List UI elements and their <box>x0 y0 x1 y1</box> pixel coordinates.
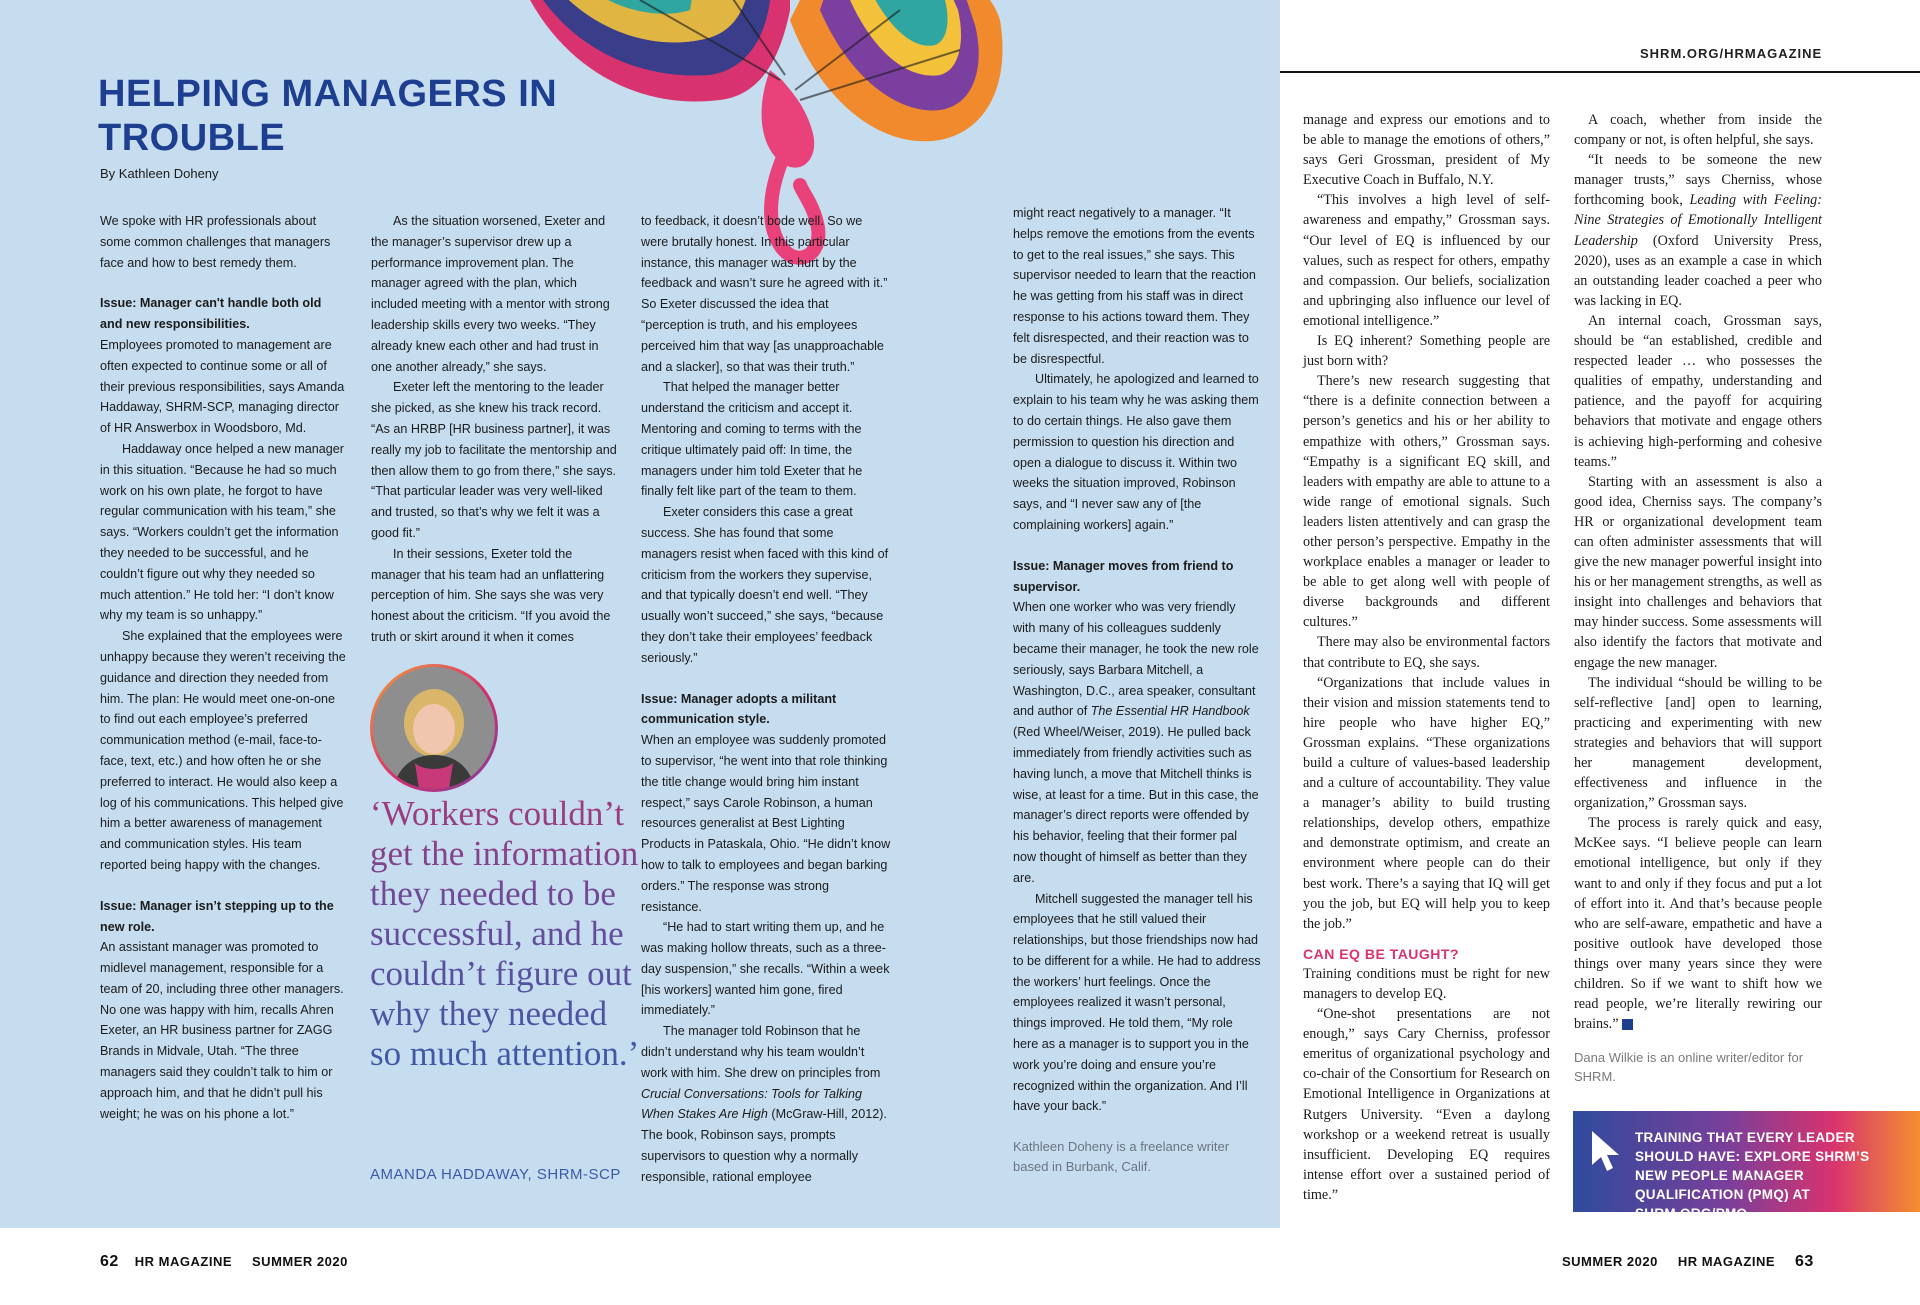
footer-right <box>1562 1253 1814 1271</box>
paragraph: Ultimately, he apologized and learned to explain to his team why he was asking them to do certain things. He also gave them permission to question his direction and open a dialogue to discuss it. Within two weeks the situation improved, Robinson says, and “I never saw any of [the complaining workers] again.” <box>1013 372 1259 532</box>
text-run: “It needs to be someone the new manager trusts,” says Cherniss, whose forthcoming book, <box>1574 152 1822 209</box>
article-title: HELPING MANAGERS IN TROUBLE <box>98 73 558 159</box>
article-column-1 <box>100 211 346 1124</box>
footer-issue: SUMMER 2020 <box>252 1254 348 1269</box>
pull-quote-attribution: AMANDA HADDAWAY, SHRM-SCP <box>370 1166 621 1183</box>
promo-banner[interactable] <box>1573 1111 1920 1221</box>
issue-heading-4: Issue: Manager moves from friend to supervisor. <box>1013 558 1234 594</box>
article-byline: By Kathleen Doheny <box>100 166 219 181</box>
paragraph: As the situation worsened, Exeter and the manager’s supervisor drew up a performance improvement plan. The manager agreed with the plan, which included meeting with a mentor with strong leadership skills every two weeks. “They already knew each other and had trust in one another already,” she says. <box>371 214 610 374</box>
paragraph: might react negatively to a manager. “It helps remove the emotions from the events to get to the real issues,” she says. This supervisor needed to learn that the reaction he was getting from his staff was in direct response to his actions toward them. They felt disrespected, and their reaction was to be disrespectful. <box>1013 206 1256 366</box>
article-intro: We spoke with HR professionals about some common challenges that managers face and how to best remedy them. <box>100 214 331 270</box>
paragraph: That helped the manager better understand the criticism and accept it. Mentoring and coming to terms with the critique ultimately paid off: In time, the managers under him told Exeter that he finally felt like part of the team to them. <box>641 380 863 499</box>
paragraph: In their sessions, Exeter told the manager that his team had an unflattering perception of him. She says she was very honest about the criticism. “If you avoid the truth or skirt around it when it comes <box>371 546 611 644</box>
pull-quote: ‘Workers couldn’t get the information they needed to be successful, and he couldn’t figure out why they needed so much attention.’ <box>370 794 640 1073</box>
text-run: (McGraw-Hill, 2012). The book, Robinson says, prompts supervisors to question why a normally responsible, rational employee <box>641 1107 887 1184</box>
paragraph: Training conditions must be right for new managers to develop EQ. <box>1303 965 1550 1002</box>
book-title: Crucial Conversations: Tools for Talking When Stakes Are High <box>641 1086 862 1122</box>
text-run: When one worker who was very friendly with many of his colleagues suddenly became their manager, he took the new role seriously, says Barbara Mitchell, a Washington, D.C., area speaker, consultant and author of <box>1013 600 1259 719</box>
footer-left <box>100 1253 368 1271</box>
sidebar-column-1 <box>1303 110 1550 1205</box>
header-rule <box>1280 71 1920 73</box>
footer-issue: SUMMER 2020 <box>1562 1254 1658 1269</box>
promo-text: TRAINING THAT EVERY LEADER SHOULD HAVE: EXPLORE SHRM’S NEW PEOPLE MANAGER QUALIFICATION (PMQ) AT SHRM.ORG/PMQ <box>1635 1130 1870 1221</box>
book-title: Leading with Feeling: Nine Strategies of Emotionally Intelligent Leadership <box>1574 192 1822 249</box>
paragraph: There’s new research suggesting that “there is a definite connection between a person’s genetics and his or her ability to empathize with others,” Grossman says. “Empathy is a significant EQ skill, and leaders with empathy are able to attune to a wide range of emotional signals. Such leaders listen attentively and can grasp the other person’s perspective. Empathy in the workplace enables a manager or leader to be able to get along well with people of diverse backgrounds and different cultures.” <box>1303 373 1550 631</box>
paragraph: manage and express our emotions and to be able to manage the emotions of others,” says Geri Grossman, president of My Executive Coach in Buffalo, N.Y. <box>1303 112 1550 189</box>
portrait-image <box>373 667 495 789</box>
subhead-can-eq-be-taught: CAN EQ BE TAUGHT? <box>1303 945 1460 962</box>
author-credit: Dana Wilkie is an online writer/editor for SHRM. <box>1574 1050 1804 1085</box>
article-column-4 <box>1013 203 1261 1177</box>
paragraph: There may also be environmental factors that contribute to EQ, she says. <box>1303 634 1550 671</box>
article-column-3 <box>641 211 893 1188</box>
paragraph <box>641 1021 893 1187</box>
sidebar-column-2 <box>1574 110 1822 1086</box>
site-url: SHRM.ORG/HRMAGAZINE <box>1640 46 1823 61</box>
issue-heading-3: Issue: Manager adopts a militant communication style. <box>641 691 837 727</box>
book-title: The Essential HR Handbook <box>1090 704 1250 719</box>
paragraph: “Organizations that include values in their vision and mission statements tend to hire people who have higher EQ,” Grossman explains. “These organizations build a culture of values-based leadership and a culture of accountability. They value a manager’s ability to build trusting relationships, develop others, empathize and demonstrate optimism, and create an environment where people can do their best work. There’s a saying that IQ will get you the job, but EQ will help you to keep the job.” <box>1303 674 1550 932</box>
paragraph: to feedback, it doesn’t bode well. So we were brutally honest. In this particular instance, this manager was hurt by the feedback and wasn’t sure he agreed with it.” So Exeter discussed the idea that “perception is truth, and his employees perceived him that way [as unapproachable and a slacker], so that was their truth.” <box>641 214 888 374</box>
paragraph: Mitchell suggested the manager tell his employees that he still valued their relationships, but those friendships now had to be different for a while. He had to address the workers’ hurt feelings. Once the employees realized it wasn’t personal, things improved. He told them, “My role here as a manager is to support you in the work you’re doing and ensure you’re recognized within the organization. And I’ll have your back.” <box>1013 891 1261 1114</box>
paragraph <box>1574 813 1822 1034</box>
paragraph: The individual “should be willing to be self-reflective [and] open to learning, practicing and experimenting with new strategies and behaviors that will support her management development, effectiveness and influence in the organization,” Grossman says. <box>1574 674 1822 812</box>
cursor-arrow-icon <box>1589 1129 1623 1173</box>
paragraph: When an employee was suddenly promoted to supervisor, “he went into that role thinking the title change would bring him instant respect,” says Carole Robinson, a human resources generalist at Best Lighting Products in Pataskala, Ohio. “He didn’t know how to talk to employees and began barking orders.” The response was strong resistance. <box>641 733 891 914</box>
author-portrait <box>370 664 498 792</box>
paragraph <box>1013 597 1261 888</box>
paragraph: An assistant manager was promoted to midlevel management, responsible for a team of 20, including three other managers. No one was happy with him, recalls Ahren Exeter, an HR business partner for ZAGG Brands in Midvale, Utah. “The three managers said they couldn’t talk to him or approach him, and that he didn’t pull his weight; he was on his phone a lot.” <box>100 940 344 1121</box>
paragraph: “One-shot presentations are not enough,” says Cary Cherniss, professor emeritus of organizational psychology and co-chair of the Consortium for Research on Emotional Intelligence in Organizations at Rutgers University. “Even a daylong workshop or a weekend retreat is usually insufficient. Developing EQ requires intense effort over a sustained period of time.” <box>1303 1006 1550 1203</box>
paragraph: Exeter left the mentoring to the leader she picked, as she knew his track record. “As an HRBP [HR business partner], it was really my job to facilitate the mentorship and then allow them to go from there,” she says. “That particular leader was very well-liked and trusted, so that’s why we felt it was a good fit.” <box>371 380 617 540</box>
paragraph: She explained that the employees were unhappy because they weren’t receiving the guidance and direction they needed from him. The plan: He would meet one-on-one to find out each employee’s preferred communication method (e-mail, face-to-face, text, etc.) and how often he or she preferred to interact. He would also keep a log of his communications. This helped give him a better awareness of management and communication styles. His team reported being happy with the changes. <box>100 629 346 872</box>
paragraph: Is EQ inherent? Something people are just born with? <box>1303 333 1550 370</box>
paragraph <box>1574 150 1822 311</box>
paragraph: “This involves a high level of self-awareness and empathy,” Grossman says. “Our level of EQ is influenced by our values, such as respect for others, empathy and compassion. Our beliefs, socialization and upbringing also influence our level of emotional intelligence.” <box>1303 192 1550 329</box>
paragraph: Employees promoted to management are often expected to continue some or all of their previous responsibilities, says Amanda Haddaway, SHRM-SCP, managing director of HR Answerbox in Woodsboro, Md. <box>100 337 345 436</box>
issue-heading-1: Issue: Manager can't handle both old and new responsibilities. <box>100 296 322 332</box>
issue-heading-2: Issue: Manager isn’t stepping up to the new role. <box>100 898 334 934</box>
text-run: (Oxford University Press, 2020), uses as an example a case in which an outstanding leader coached a peer who was lacking in EQ. <box>1574 232 1822 309</box>
paragraph: “He had to start writing them up, and he was making hollow threats, such as a three-day suspension,” she recalls. “Within a week [his workers] wanted him gone, fired immediately.” <box>641 920 890 1018</box>
end-mark-icon: HR <box>1622 1019 1633 1030</box>
footer-magazine: HR MAGAZINE <box>134 1254 233 1269</box>
paragraph: Haddaway once helped a new manager in this situation. “Because he had so much work on his own plate, he forgot to have regular communication with his team,” she says. “Workers couldn’t get the information they needed to be successful, and he couldn’t figure out why they needed so much attention.” He told her: “I don’t know why my team is so unhappy.” <box>100 441 344 623</box>
text-run: The process is rarely quick and easy, McKee says. “I believe people can learn emotional intelligence, but only if they want to and only if they focus and put a lot of effort into it. And that’s because people who are self-aware, empathetic and have a positive outlook have developed those things over many years since they were children. So if we want to shift how we read people, we’re literally rewiring our brains.” <box>1574 815 1822 1033</box>
author-credit: Kathleen Doheny is a freelance writer based in Burbank, Calif. <box>1013 1139 1230 1175</box>
footer-magazine: HR MAGAZINE <box>1677 1254 1776 1269</box>
paragraph: Starting with an assessment is also a good idea, Cherniss says. The company’s HR or organizational development team can often administer assessments that will give the new manager powerful insight into his or her management strengths, as well as insight into challenges and behaviors that may hinder success. Some assessments will also identify the factors that motivate and engage the new manager. <box>1574 473 1822 671</box>
paragraph: Exeter considers this case a great success. She has found that some managers resist when faced with this kind of criticism from the workers they supervise, and that typically doesn’t end well. “They usually won’t succeed,” she says, “because they don’t take their employees’ feedback seriously.” <box>641 505 889 665</box>
article-column-2 <box>371 211 619 648</box>
text-run: (Red Wheel/Weiser, 2019). He pulled back immediately from friendly activities such as having lunch, a move that Mitchell thinks is wise, at least for a time. But in this case, the manager’s direct reports were offended by his behavior, feeling that their former pal now thought of himself as better than they are. <box>1013 725 1259 885</box>
paragraph: A coach, whether from inside the company or not, is often helpful, she says. <box>1574 112 1822 149</box>
page-number: 63 <box>1795 1253 1814 1270</box>
paragraph: An internal coach, Grossman says, should be “an established, credible and respected leader … who possesses the qualities of empathy, understanding and patience, and the payoff for acquiring behaviors that motivate and engage others is achieving high-performing and cohesive teams.” <box>1574 312 1822 470</box>
text-run: The manager told Robinson that he didn’t understand why his team wouldn’t work with him. She drew on principles from <box>641 1024 881 1080</box>
page-number: 62 <box>100 1253 119 1270</box>
